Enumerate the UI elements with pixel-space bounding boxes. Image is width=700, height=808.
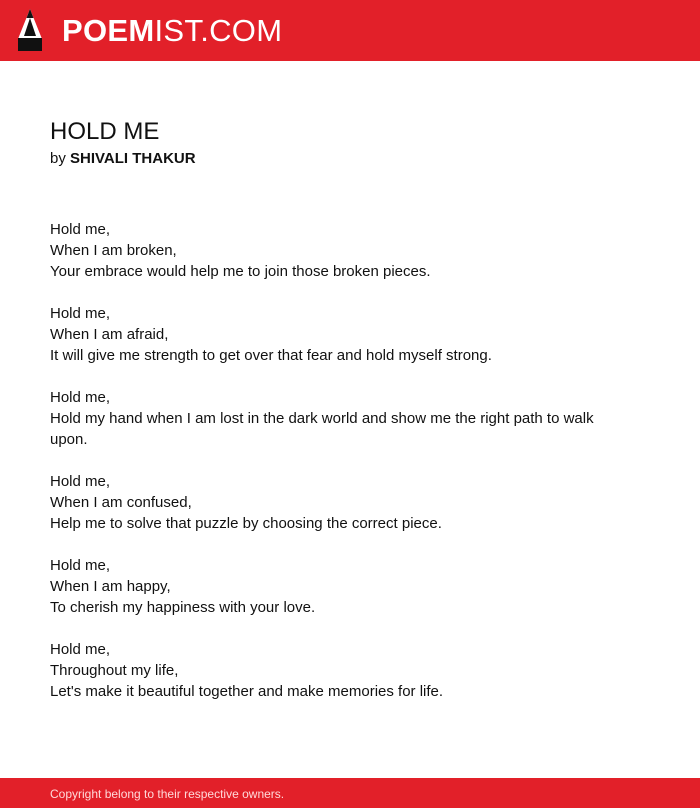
poem-line: Hold me, bbox=[50, 473, 111, 490]
stanza bbox=[50, 303, 610, 366]
stanza bbox=[50, 387, 610, 450]
poem-line: Throughout my life, bbox=[50, 662, 179, 679]
poem-line: Hold me, bbox=[50, 389, 111, 406]
poem-line: Hold me, bbox=[50, 305, 111, 322]
poem-line: Hold my hand when I am lost in the dark world and show me the right path to walk upon. bbox=[50, 410, 594, 448]
site-header bbox=[0, 0, 700, 61]
poem-line: Hold me, bbox=[50, 641, 111, 658]
poem-line: To cherish my happiness with your love. bbox=[50, 599, 316, 616]
poem-line: When I am confused, bbox=[50, 494, 192, 511]
poem-line: Hold me, bbox=[50, 221, 111, 238]
stanza bbox=[50, 219, 610, 282]
poem-line: When I am broken, bbox=[50, 242, 177, 259]
poem-line: Your embrace would help me to join those broken pieces. bbox=[50, 263, 431, 280]
poem-line: It will give me strength to get over that fear and hold myself strong. bbox=[50, 347, 492, 364]
poem-line: When I am afraid, bbox=[50, 326, 169, 343]
pencil-icon bbox=[18, 9, 42, 51]
logo-light-text: IST.COM bbox=[154, 13, 283, 48]
byline bbox=[50, 149, 196, 169]
poem-title: HOLD ME bbox=[50, 118, 160, 145]
author-name: SHIVALI THAKUR bbox=[70, 150, 196, 167]
site-footer bbox=[0, 778, 700, 808]
by-label: by bbox=[50, 150, 66, 167]
stanza bbox=[50, 639, 610, 702]
logo-bold-text: POEM bbox=[62, 13, 155, 48]
poem-body bbox=[50, 219, 610, 723]
site-logo[interactable] bbox=[62, 13, 282, 49]
poem-line: Help me to solve that puzzle by choosing the correct piece. bbox=[50, 515, 442, 532]
poem-line: Hold me, bbox=[50, 557, 111, 574]
stanza bbox=[50, 555, 610, 618]
copyright-text: Copyright belong to their respective owners. bbox=[50, 787, 285, 801]
poem-line: When I am happy, bbox=[50, 578, 171, 595]
poem-line: Let's make it beautiful together and make memories for life. bbox=[50, 683, 444, 700]
stanza bbox=[50, 471, 610, 534]
